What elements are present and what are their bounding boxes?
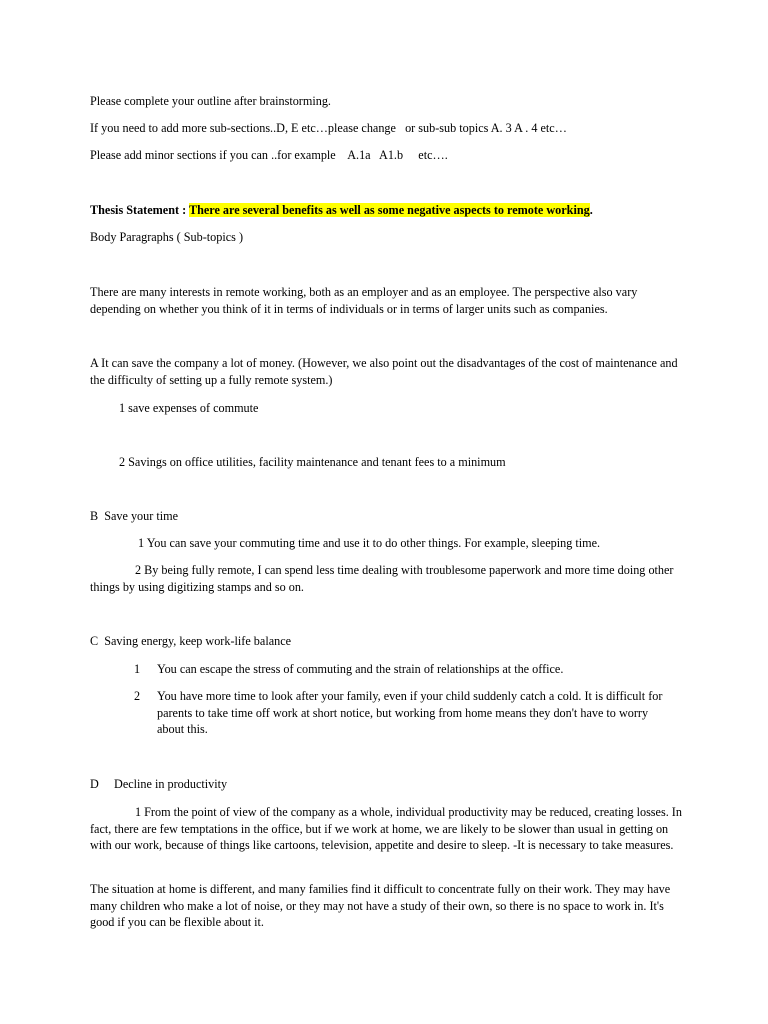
section-b-heading: B Save your time — [90, 509, 179, 523]
section-c-item-2-number: 2 — [134, 689, 141, 703]
thesis-period: . — [589, 203, 593, 217]
section-d-paragraph: The situation at home is different, and many families find it difficult to concentrate fully on their work. They may have many children who make a lot of noise, or they may not have a study of their own, so there is no space to work in. It's good if you can be flexible about it. — [90, 882, 671, 929]
overview-paragraph: There are many interests in remote working, both as an employer and as an employee. The perspective also vary depending on whether you think of it in terms of individuals or in terms of larger units such as companies. — [90, 285, 638, 316]
section-c-item-1-text: You can escape the stress of commuting and the strain of relationships at the office. — [157, 662, 564, 676]
intro-line-2: If you need to add more sub-sections..D, E etc…please change or sub-sub topics A. 3 A . 4 etc… — [90, 121, 567, 135]
intro-line-3: Please add minor sections if you can ..for example A.1a A1.b etc…. — [90, 148, 448, 162]
thesis-text: There are several benefits as well as some negative aspects to remote working — [188, 203, 590, 217]
section-a-item-2: 2 Savings on office utilities, facility maintenance and tenant fees to a minimum — [119, 455, 506, 469]
intro-line-1: Please complete your outline after brainstorming. — [90, 94, 331, 108]
section-d-item-1: 1 From the point of view of the company as a whole, individual productivity may be reduced, creating losses. In fact, there are few temptations in the office, but if we work at home, we are likely to be slower than usual in getting on with our work, because of things like cartoons, television, appetite and desire to sleep. -It is necessary to take measures. — [90, 805, 682, 852]
section-b-item-2: 2 By being fully remote, I can spend less time dealing with troublesome paperwork and more time doing other things by using digitizing stamps and so on. — [90, 563, 674, 594]
section-c-item-1-number: 1 — [134, 662, 141, 676]
section-a-item-1: 1 save expenses of commute — [119, 401, 259, 415]
section-c-item-2-text: You have more time to look after your family, even if your child suddenly catch a cold. It is difficult for parents to take time off work at short notice, but working from home means they don't have to worry about this. — [157, 689, 663, 736]
thesis-statement — [90, 202, 682, 219]
body-paragraphs-heading: Body Paragraphs ( Sub-topics ) — [90, 230, 243, 244]
thesis-label: Thesis Statement : — [90, 203, 189, 217]
section-d-heading: D Decline in productivity — [90, 777, 228, 791]
section-b-item-1: 1 You can save your commuting time and use it to do other things. For example, sleeping time. — [138, 536, 601, 550]
section-a-heading: A It can save the company a lot of money. (However, we also point out the disadvantages of the cost of maintenance and the difficulty of setting up a fully remote system.) — [90, 356, 678, 387]
section-c-heading: C Saving energy, keep work-life balance — [90, 634, 292, 648]
